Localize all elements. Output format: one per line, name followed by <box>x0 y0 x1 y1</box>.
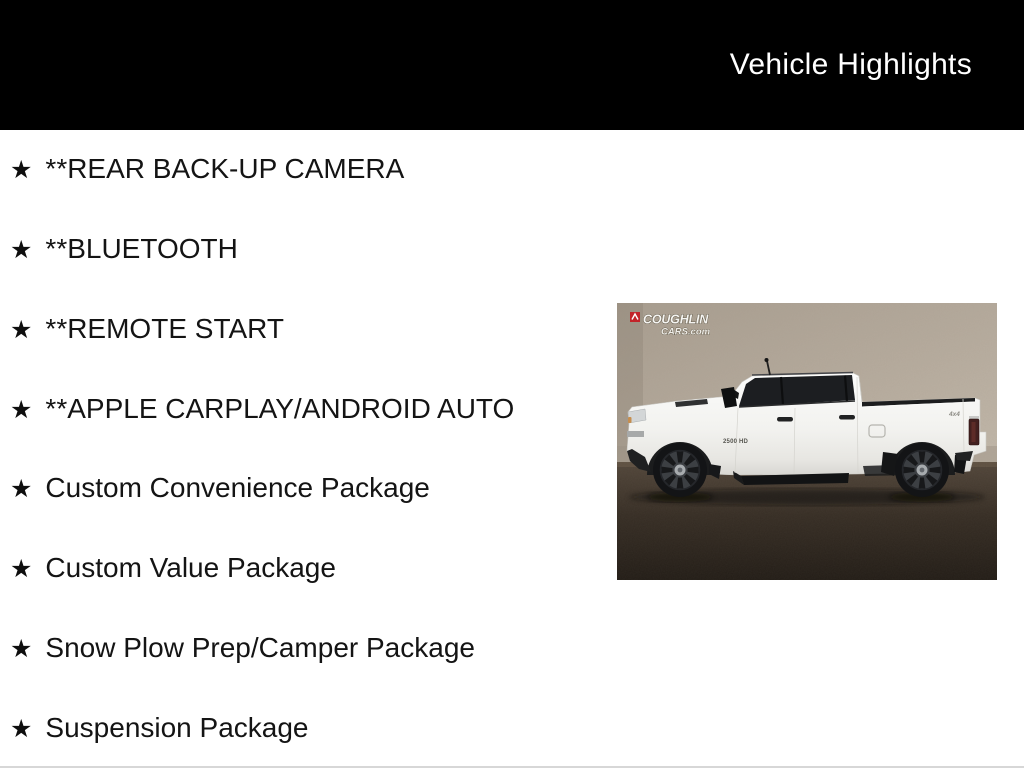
list-item <box>0 609 620 689</box>
highlight-text: **REMOTE START <box>45 312 284 344</box>
page-title: Vehicle Highlights <box>729 48 972 81</box>
star-bullet-icon: ★ <box>10 155 33 185</box>
door-badge: 2500 HD <box>723 439 749 445</box>
list-item <box>0 290 620 370</box>
watermark-site: CARS.com <box>661 326 711 338</box>
list-item <box>0 529 620 609</box>
highlight-text: Custom Convenience Package <box>45 472 430 504</box>
star-bullet-icon: ★ <box>10 633 33 663</box>
vehicle-photo <box>617 303 997 580</box>
truck-illustration <box>617 303 997 580</box>
front-bumper-slot <box>627 431 644 437</box>
highlight-text: **APPLE CARPLAY/ANDROID AUTO <box>45 392 515 424</box>
highlight-text: Custom Value Package <box>45 552 336 584</box>
highlight-text: **REAR BACK-UP CAMERA <box>45 153 405 185</box>
star-bullet-icon: ★ <box>10 394 33 424</box>
highlight-text: Snow Plow Prep/Camper Package <box>45 631 475 663</box>
star-bullet-icon: ★ <box>10 713 33 743</box>
bed-badge: 4x4 <box>949 411 960 418</box>
front-door-handle <box>777 417 793 422</box>
rear-door-handle <box>839 415 855 420</box>
highlight-text: **BLUETOOTH <box>45 233 238 265</box>
header-bar <box>0 0 1024 130</box>
list-item <box>0 449 620 529</box>
front-wheel <box>653 443 707 497</box>
list-item <box>0 210 620 290</box>
list-item <box>0 130 620 210</box>
star-bullet-icon: ★ <box>10 235 33 265</box>
star-bullet-icon: ★ <box>10 314 33 344</box>
watermark-brand: COUGHLIN <box>643 312 709 327</box>
tail-light <box>969 416 979 445</box>
star-bullet-icon: ★ <box>10 554 33 584</box>
highlights-list <box>0 130 620 768</box>
list-item <box>0 688 620 768</box>
rear-wheel <box>895 443 949 497</box>
list-item <box>0 369 620 449</box>
star-bullet-icon: ★ <box>10 474 33 504</box>
highlight-text: Suspension Package <box>45 711 309 743</box>
